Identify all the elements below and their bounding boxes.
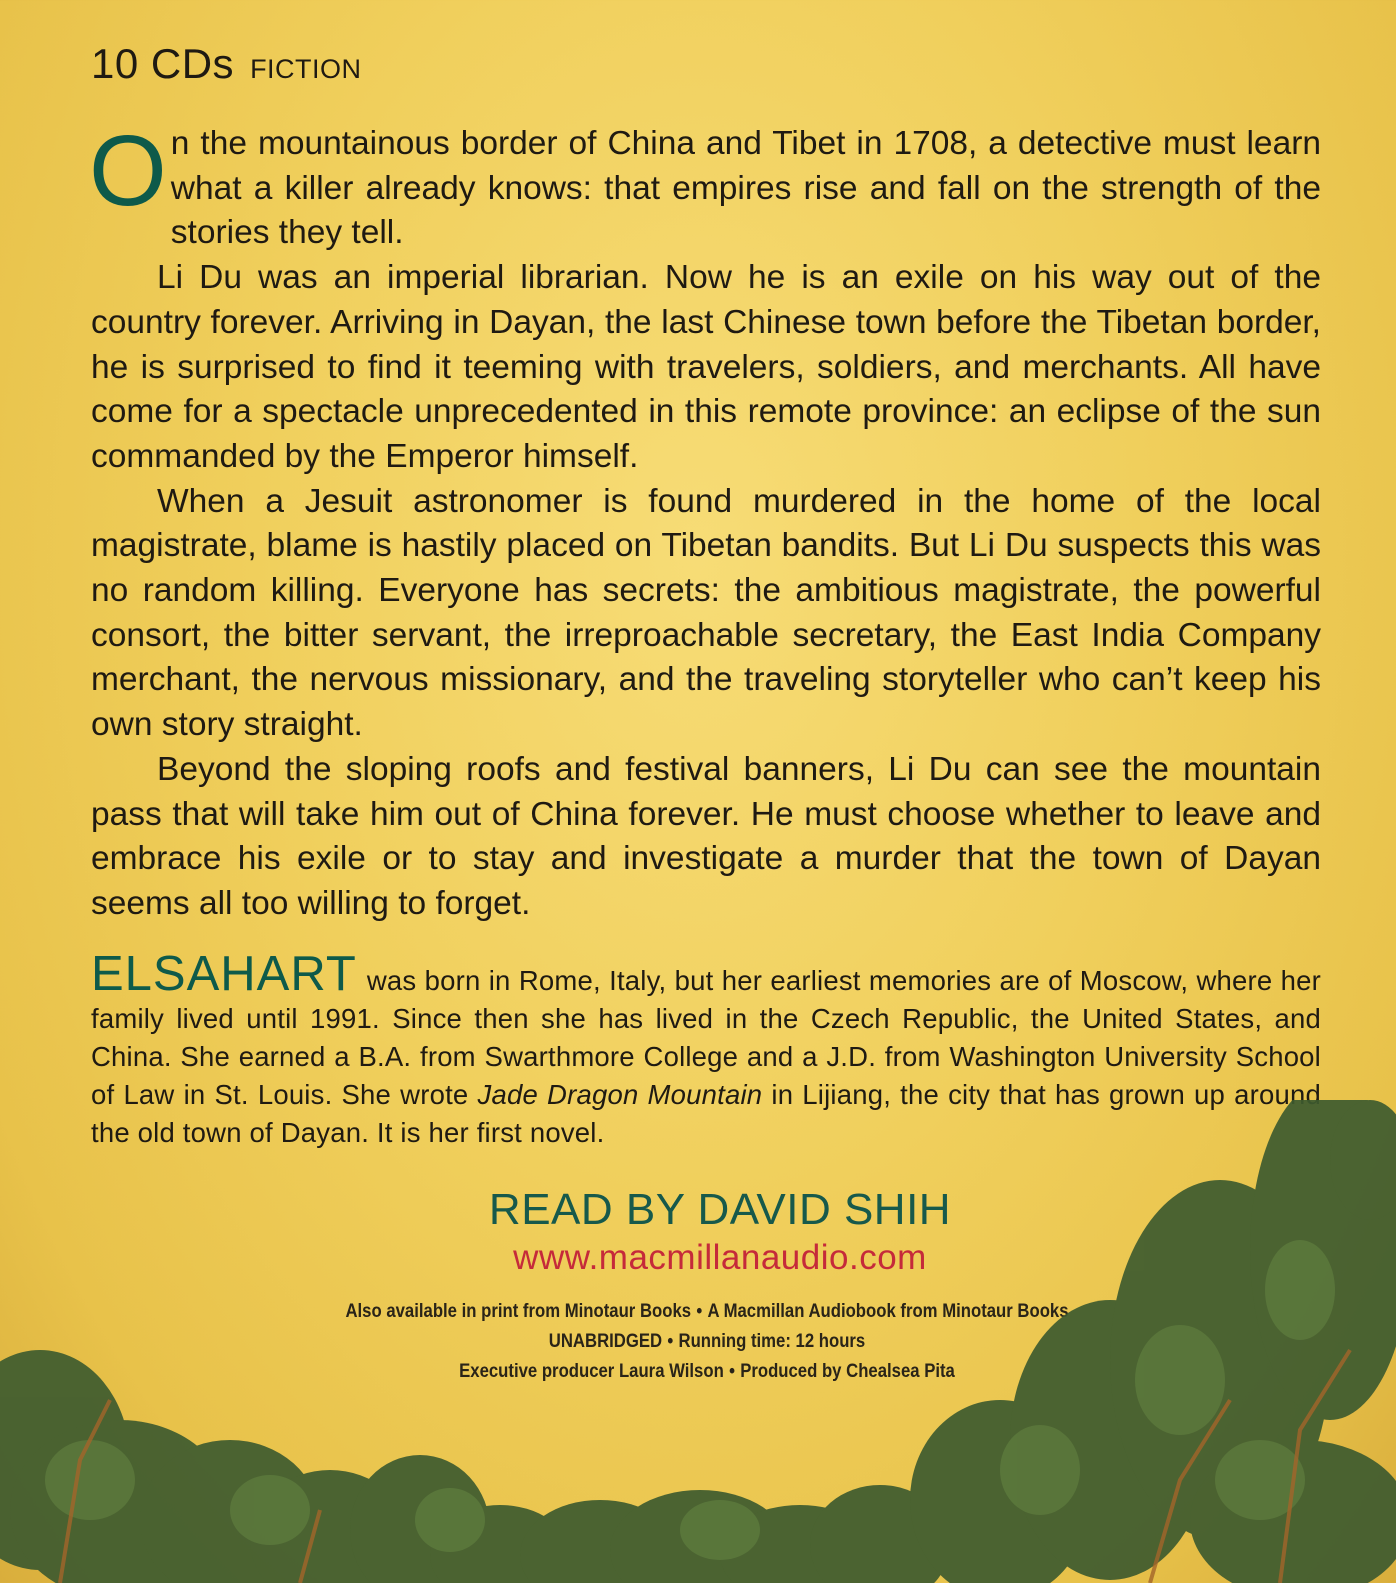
book-title: Jade Dragon Mountain xyxy=(477,1079,763,1110)
book-description xyxy=(89,115,1321,927)
author-name: ELSAHART xyxy=(91,947,357,1001)
genre-label: FICTION xyxy=(250,54,362,84)
credits-line-1: Also available in print from Minotaur Books • A Macmillan Audiobook from Minotaur Books xyxy=(345,1301,1069,1322)
paragraph-1-text: n the mountainous border of China and Tibet in 1708, a detective must learn what a killer already knows: that empires rise and fall on the strength of the stories they tell. xyxy=(170,125,1321,252)
cd-count: 10 CDs xyxy=(91,40,235,87)
bio-text-before: was born in Rome, Italy, but her earliest memories are of Moscow, where her family lived until 1991. Since then she has lived in the Czech Republic, the United States, and China. She earned a B.A. from Swarthmore College and a J.D. from Washington University School of Law in St. Louis. She wrote xyxy=(91,965,1321,1110)
credits-line-2: UNABRIDGED • Running time: 12 hours xyxy=(548,1331,866,1352)
header xyxy=(91,40,362,88)
tree-foliage-illustration xyxy=(0,1100,1396,1583)
bio-text-after: in Lijiang, the city that has grown up around the old town of Dayan. It is her first novel. xyxy=(91,1079,1321,1148)
description-paragraph-2: Li Du was an imperial librarian. Now he is an exile on his way out of the country forever. Arriving in Dayan, the last Chinese town before the Tibetan border, he is surprised to find it teeming with travelers, soldiers, and merchants. All have come for a spectacle unprecedented in this remote province: an eclipse of the sun commanded by the Emperor himself. xyxy=(91,259,1321,475)
description-paragraph-1 xyxy=(89,115,1321,256)
publisher-url[interactable]: www.macmillanaudio.com xyxy=(513,1238,927,1277)
description-paragraph-4: Beyond the sloping roofs and festival banners, Li Du can see the mountain pass that will take him out of China forever. He must choose whether to leave and embrace his exile or to stay and investigate a murder that the town of Dayan seems all too willing to forget. xyxy=(91,750,1321,922)
drop-cap: O xyxy=(89,115,167,227)
description-paragraph-3: When a Jesuit astronomer is found murdered in the home of the local magistrate, blame is hastily placed on Tibetan bandits. But Li Du suspects this was no random killing. Everyone has secrets: the ambitious magistrate, the powerful consort, the bitter servant, the irreproachable secretary, the East India Company merchant, the nervous missionary, and the traveling storyteller who can’t keep his own story straight. xyxy=(91,482,1321,744)
narrator-credit: READ BY DAVID SHIH xyxy=(488,1185,952,1234)
credits-line-3: Executive producer Laura Wilson • Produced by Chealsea Pita xyxy=(459,1361,955,1382)
